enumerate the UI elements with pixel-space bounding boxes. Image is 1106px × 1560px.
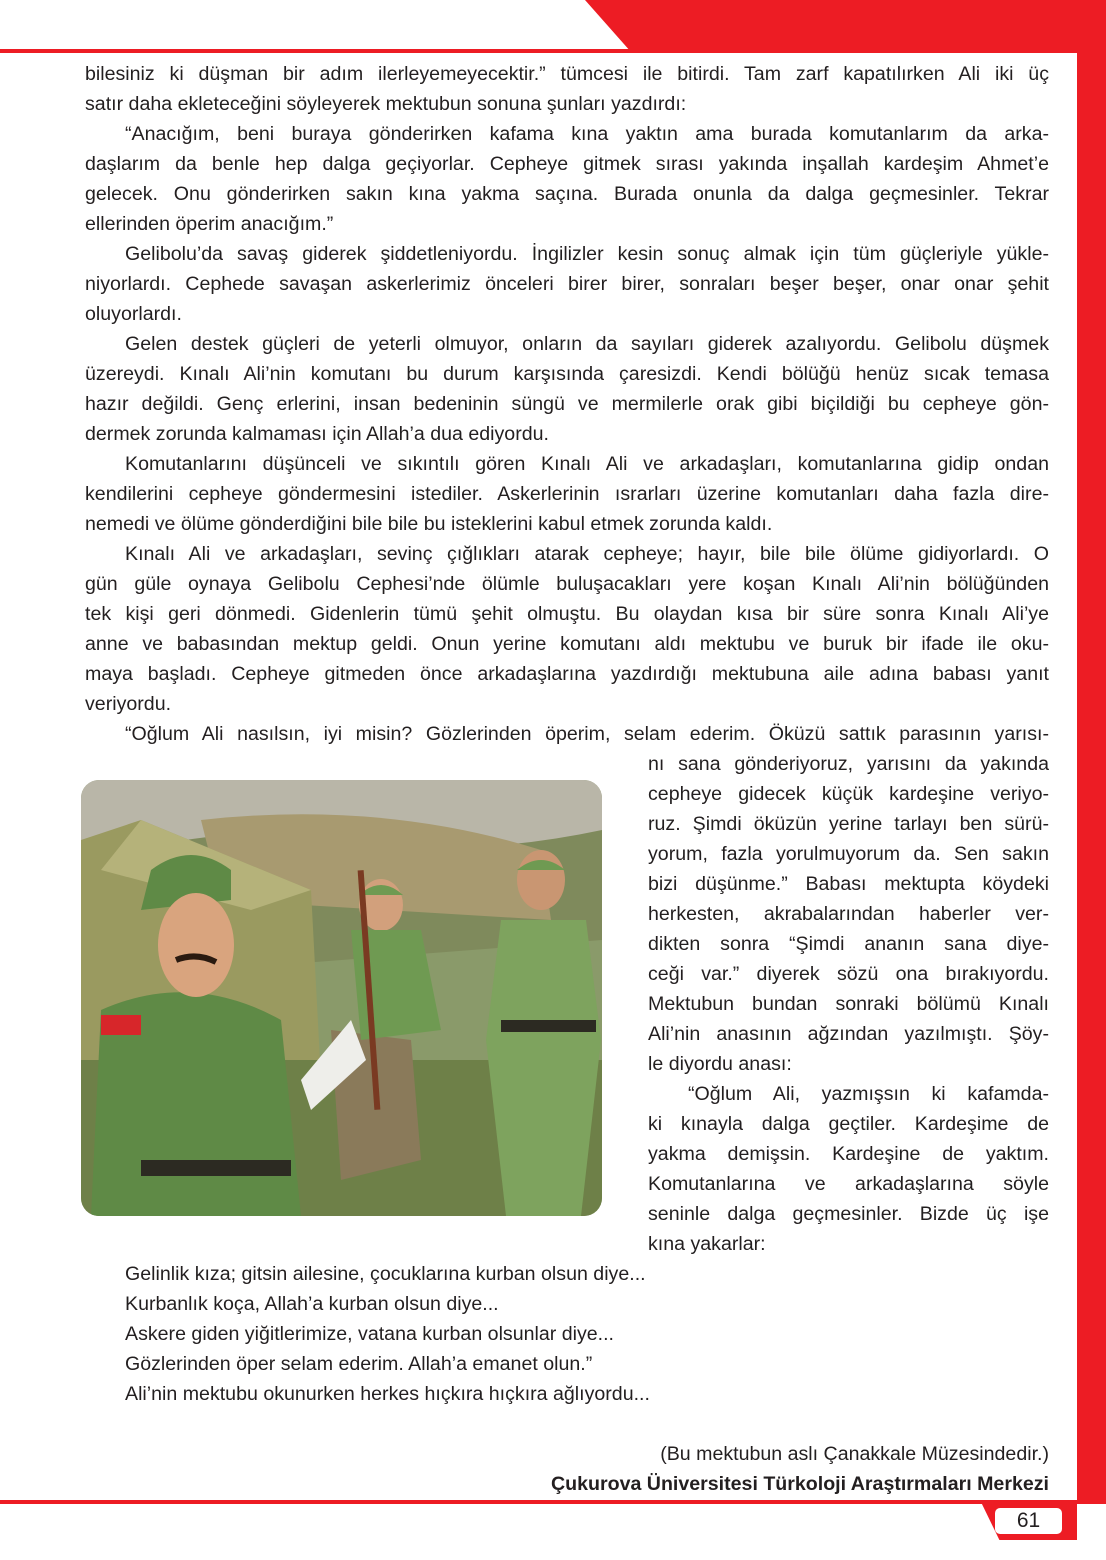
bottom-rule [0,1500,1106,1504]
text-line: anne ve babasından mektup geldi. Onun yerine komutanı aldı mektubu ve buruk bir ifade ile oku- [85,633,1049,655]
text-line: hazır değildi. Genç erlerini, insan bedeninin süngü ve mermilerle orak gibi biçildiği bu cepheye gön- [85,393,1049,415]
text-line: Komutanlarına ve arkadaşlarına söyle [648,1173,1049,1195]
text-line: ruz. Şimdi öküzün yerine tarlayı ben sürü- [648,813,1049,835]
text-line: Gözlerinden öper selam ederim. Allah’a emanet olun.” [125,1353,593,1375]
text-line: gün güle oynaya Gelibolu Cephesi’nde ölümle buluşacakları yere koşan Kınalı Ali’nin bölüğünden [85,573,1049,595]
text-line: seninle dalga geçmesinler. Bizde üç işe [648,1203,1049,1225]
text-line: oluyorlardı. [85,303,182,325]
source-credit: Çukurova Üniversitesi Türkoloji Araştırmaları Merkezi [550,1473,1049,1495]
text-line: yakma demişsin. Kardeşine de yaktım. [648,1143,1049,1165]
text-line: ki kınayla dalga geçtiler. Kardeşime de [648,1113,1049,1135]
text-line: Askere giden yiğitlerimize, vatana kurban olsunlar diye... [125,1323,615,1345]
text-line: kendilerini cepheye göndermesini istediler. Askerlerinin ısrarları üzerine komutanları daha fazla dire- [85,483,1049,505]
credits [551,1439,1049,1499]
text-line: Mektubun bundan sonraki bölümü Kınalı [648,993,1049,1015]
text-line: herkesten, akrabalarından haberler ver- [648,903,1049,925]
text-line: ellerinden öperim anacığım.” [85,213,334,235]
text-line: nemedi ve ölüme gönderdiğini bile bile bu isteklerini kabul etmek zorunda kaldı. [85,513,773,535]
text-line: dermek zorunda kalmaması için Allah’a dua ediyordu. [85,423,549,445]
text-line: cepheye gidecek küçük kardeşine veriyo- [648,783,1049,805]
text-line: nı sana gönderiyoruz, yarısını da yakında [648,753,1049,775]
page-number: 61 [995,1508,1062,1534]
text-line: bilesiniz ki düşman bir adım ilerleyemeyecektir.” tümcesi ile bitirdi. Tam zarf kapatılırken Ali iki üç [85,63,1049,85]
text-line: “Oğlum Ali nasılsın, iyi misin? Gözlerinden öperim, selam ederim. Öküzü sattık parasının yarısı- [125,723,1049,745]
text-line: Gelinlik kıza; gitsin ailesine, çocuklarına kurban olsun diye... [125,1263,646,1285]
text-line: le diyordu anası: [648,1053,792,1075]
header-band [585,0,1106,53]
top-rule [0,49,1106,53]
text-line: satır daha ekleteceğini söyleyerek mektubun sonuna şunları yazdırdı: [85,93,687,115]
text-line: maya başladı. Cepheye gitmeden önce arkadaşlarına yazdırdığı mektubuna aile adına babası yanıt [85,663,1049,685]
text-line: Kurbanlık koça, Allah’a kurban olsun diye... [125,1293,499,1315]
text-line: gelecek. Onu gönderirken sakın kına yakma saçına. Burada onunla da dalga geçmesinler. Tekrar [85,183,1049,205]
illustration-soldiers-reading-letter [81,780,602,1216]
side-column-text [648,749,1049,1259]
right-margin-bar [1077,0,1106,1504]
text-line: niyorlardı. Cephede savaşan askerlerimiz önceleri birer birer, sonraları beşer beşer, onar onar şehit [85,273,1049,295]
text-line: ceği var.” diyerek sözü ona bırakıyordu. [648,963,1049,985]
text-line: Komutanlarını düşünceli ve sıkıntılı gören Kınalı Ali ve arkadaşları, komutanlarına gidip ondan [125,453,1049,475]
main-text [85,59,1049,749]
text-line: kına yakarlar: [648,1233,766,1255]
text-line: dikten sonra “Şimdi ananın sana diye- [648,933,1049,955]
text-line: veriyordu. [85,693,172,715]
text-line: Ali’nin mektubu okunurken herkes hıçkıra hıçkıra ağlıyordu... [125,1383,650,1405]
text-line: bizi düşünme.” Babası mektupta köydeki [648,873,1049,895]
text-line: üzereydi. Kınalı Ali’nin komutanı bu durum karşısında çaresizdi. Kendi bölüğü henüz sıcak temasa [85,363,1049,385]
text-line: Ali’nin anasının ağzından yazılmıştı. Şöy- [648,1023,1049,1045]
text-line: yorum, fazla yorulmuyorum da. Sen sakın [648,843,1049,865]
text-line: Gelen destek güçleri de yeterli olmuyor, onların da sayıları giderek azalıyordu. Gelibolu düşmek [125,333,1049,355]
text-line: tek kişi geri dönmedi. Gidenlerin tümü şehit olmuştu. Bu olaydan kısa bir süre sonra Kınalı Ali’ye [85,603,1049,625]
text-line: daşlarım da benle hep dalga geçiyorlar. Cepheye gitmek sırası yakında inşallah kardeşim Ahmet’e [85,153,1049,175]
text-line: “Anacığım, beni buraya gönderirken kafama kına yaktın ama burada komutanlarım da arka- [125,123,1049,145]
text-line: Kınalı Ali ve arkadaşları, sevinç çığlıkları atarak cepheye; hayır, bile bile ölüme gidiyorlardı. O [125,543,1049,565]
closing-lines [125,1259,1025,1409]
text-line: “Oğlum Ali, yazmışsın ki kafamda- [688,1083,1049,1105]
source-note: (Bu mektubun aslı Çanakkale Müzesindedir.) [660,1443,1049,1465]
text-line: Gelibolu’da savaş giderek şiddetleniyordu. İngilizler kesin sonuç almak için tüm güçleriyle yükle- [125,243,1049,265]
